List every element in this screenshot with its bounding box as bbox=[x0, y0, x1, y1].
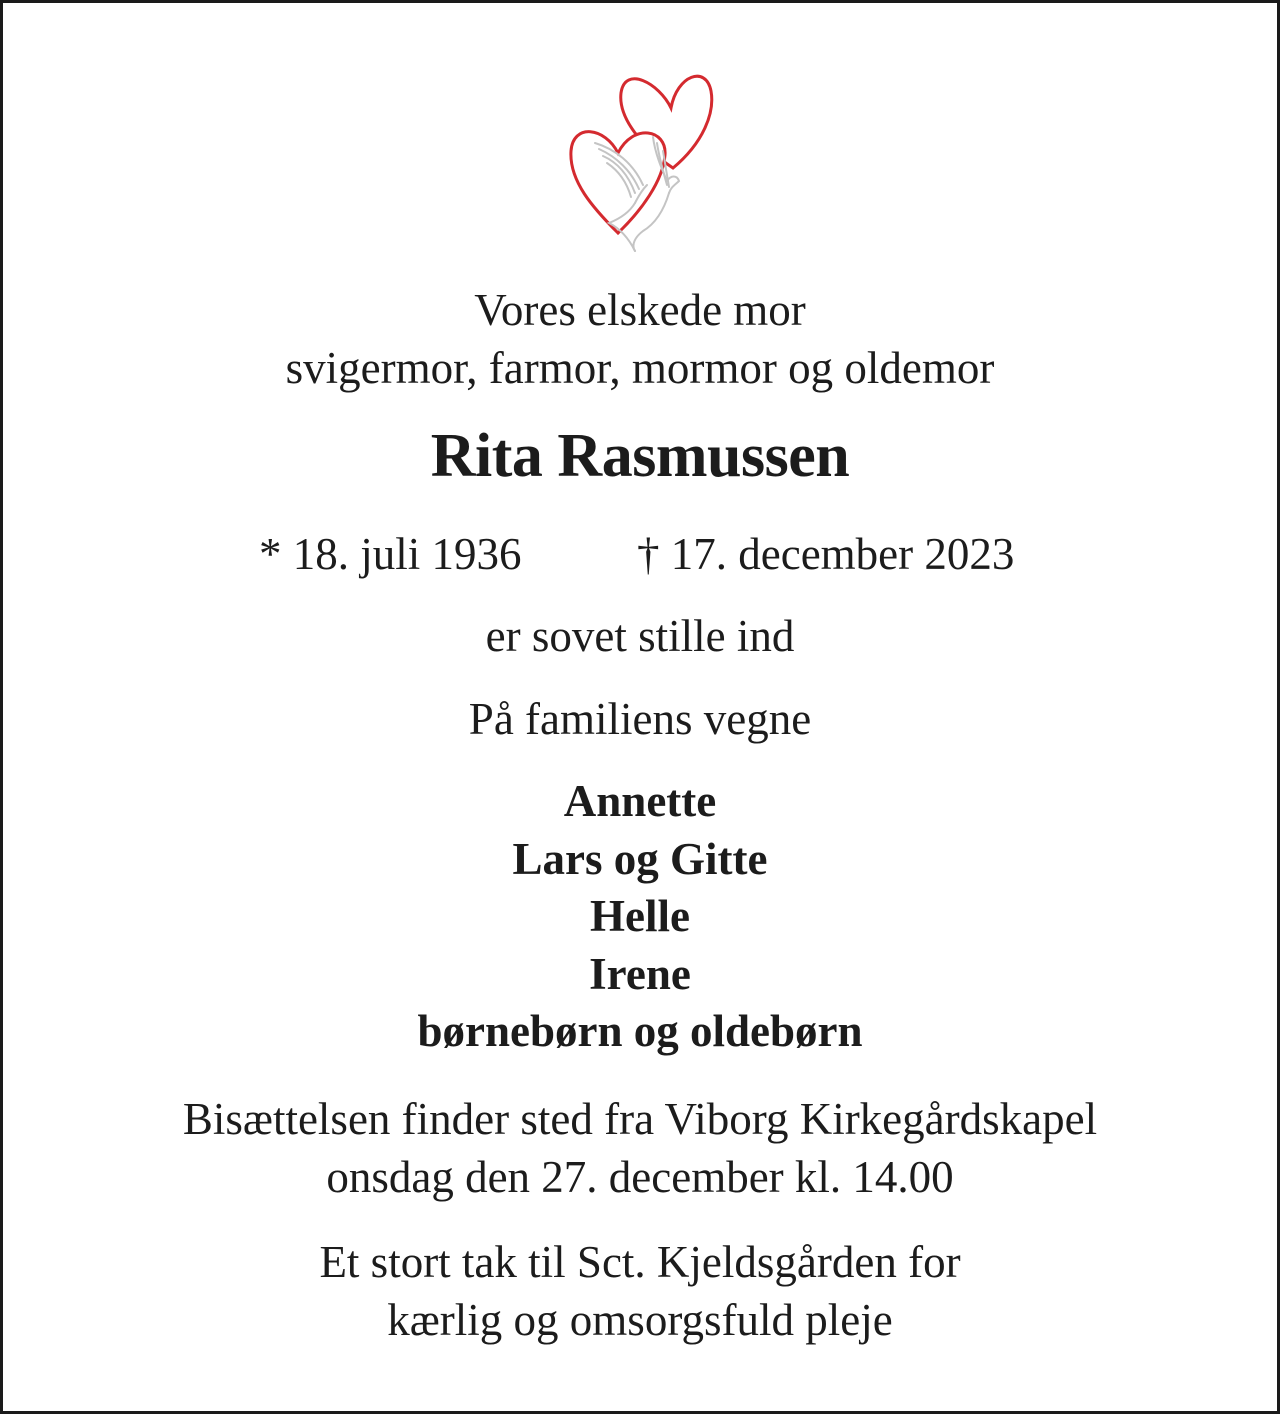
funeral-line-2: onsdag den 27. december kl. 14.00 bbox=[326, 1152, 954, 1202]
funeral-line-1: Bisættelsen finder sted fra Viborg Kirkegårdskapel bbox=[182, 1094, 1098, 1144]
intro-line-1: Vores elskede mor bbox=[474, 285, 806, 335]
family-member: Irene bbox=[589, 948, 691, 999]
family-member: Helle bbox=[590, 891, 690, 941]
thanks-text bbox=[3, 1233, 1277, 1349]
family-member: Annette bbox=[563, 776, 717, 826]
family-signatures bbox=[3, 773, 1277, 1061]
passing-text: er sovet stille ind bbox=[485, 611, 795, 661]
thanks-line-2: kærlig og omsorgsfuld pleje bbox=[387, 1295, 893, 1345]
family-member: børnebørn og oldebørn bbox=[417, 1006, 863, 1056]
thanks-line-1: Et stort tak til Sct. Kjeldsgården for bbox=[319, 1237, 961, 1287]
funeral-info bbox=[3, 1090, 1277, 1206]
intro-text bbox=[3, 281, 1277, 397]
family-member: Lars og Gitte bbox=[512, 833, 768, 884]
birth-date: * 18. juli 1936 bbox=[259, 529, 522, 579]
deceased-name: Rita Rasmussen bbox=[430, 422, 850, 490]
death-date: † 17. december 2023 bbox=[637, 529, 1015, 579]
intro-line-2: svigermor, farmor, mormor og oldemor bbox=[285, 343, 995, 393]
on-behalf-text: På familiens vegne bbox=[468, 694, 812, 744]
hearts-and-dove-icon bbox=[563, 63, 723, 258]
